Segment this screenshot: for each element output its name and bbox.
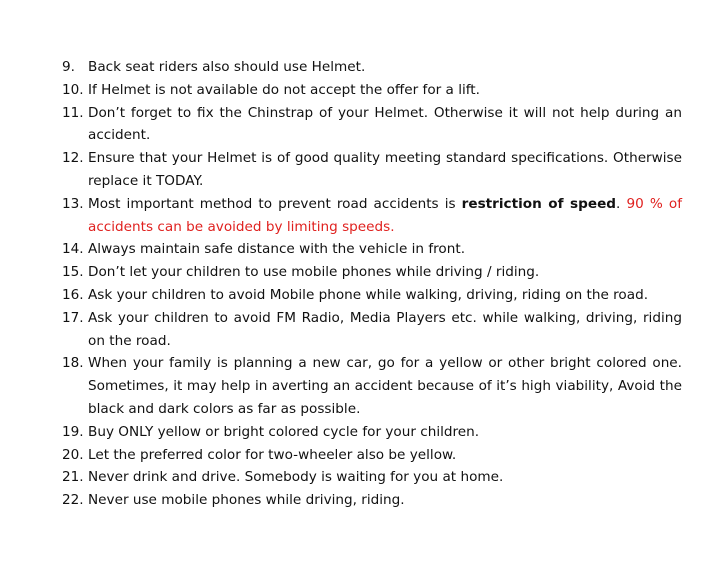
item-text: Don’t forget to fix the Chinstrap of your Helmet. Otherwise it will not help during an accident.	[88, 104, 682, 144]
list-item	[62, 352, 682, 420]
item-text: Never drink and drive. Somebody is waiting for you at home.	[88, 469, 504, 486]
item-text: Ensure that your Helmet is of good quality meeting standard specifications. Otherwise replace it TODAY.	[88, 150, 682, 189]
list-item	[62, 284, 682, 307]
item-text: Ask your children to avoid FM Radio, Media Players etc. while walking, driving, riding on the road.	[88, 309, 682, 349]
item-number: 18.	[62, 355, 84, 372]
item-number: 10.	[62, 81, 84, 98]
emphasis-text: restriction of speed	[461, 195, 617, 212]
item-number: 20.	[62, 446, 84, 463]
item-text-period: .	[616, 195, 627, 212]
item-number: 22.	[62, 492, 84, 509]
list-item	[62, 261, 682, 284]
item-text: Never use mobile phones while driving, riding.	[88, 492, 405, 509]
item-text: Back seat riders also should use Helmet.	[88, 59, 366, 75]
item-number: 15.	[62, 264, 84, 281]
item-number: 21.	[62, 469, 84, 486]
item-number: 19.	[62, 423, 84, 440]
list-item	[62, 147, 682, 193]
list-item	[62, 466, 682, 489]
safety-tips-list	[62, 56, 682, 512]
item-text: Buy ONLY yellow or bright colored cycle for your children.	[88, 423, 480, 440]
list-item	[62, 238, 682, 261]
item-number: 12.	[62, 150, 84, 167]
item-number: 16.	[62, 286, 84, 303]
list-item	[62, 307, 682, 353]
list-item	[62, 489, 682, 512]
list-item	[62, 421, 682, 444]
list-item	[62, 193, 682, 239]
item-text: If Helmet is not available do not accept the offer for a lift.	[88, 81, 480, 98]
item-text: Let the preferred color for two-wheeler also be yellow.	[88, 446, 457, 463]
list-item	[62, 56, 682, 79]
item-number: 11.	[62, 104, 84, 121]
item-text-intro: Most important method to prevent road accidents is	[88, 195, 462, 212]
list-item	[62, 79, 682, 102]
item-number: 9.	[62, 59, 75, 75]
highlight-text: 90 % of accidents can be avoided by limiting speeds.	[88, 195, 682, 235]
item-text: Ask your children to avoid Mobile phone while walking, driving, riding on the road.	[88, 286, 649, 303]
document-page	[62, 56, 682, 512]
item-number: 13.	[62, 195, 84, 212]
list-item	[62, 102, 682, 148]
item-text: Always maintain safe distance with the vehicle in front.	[88, 241, 466, 258]
list-item	[62, 444, 682, 467]
item-number: 14.	[62, 241, 84, 258]
item-text: When your family is planning a new car, go for a yellow or other bright colored one. Sometimes, it may help in averting an accident because of it’s high viability, Avoid the black and dark colors as far as possible.	[88, 355, 682, 417]
item-number: 17.	[62, 309, 84, 326]
item-text: Don’t let your children to use mobile phones while driving / riding.	[88, 264, 540, 281]
